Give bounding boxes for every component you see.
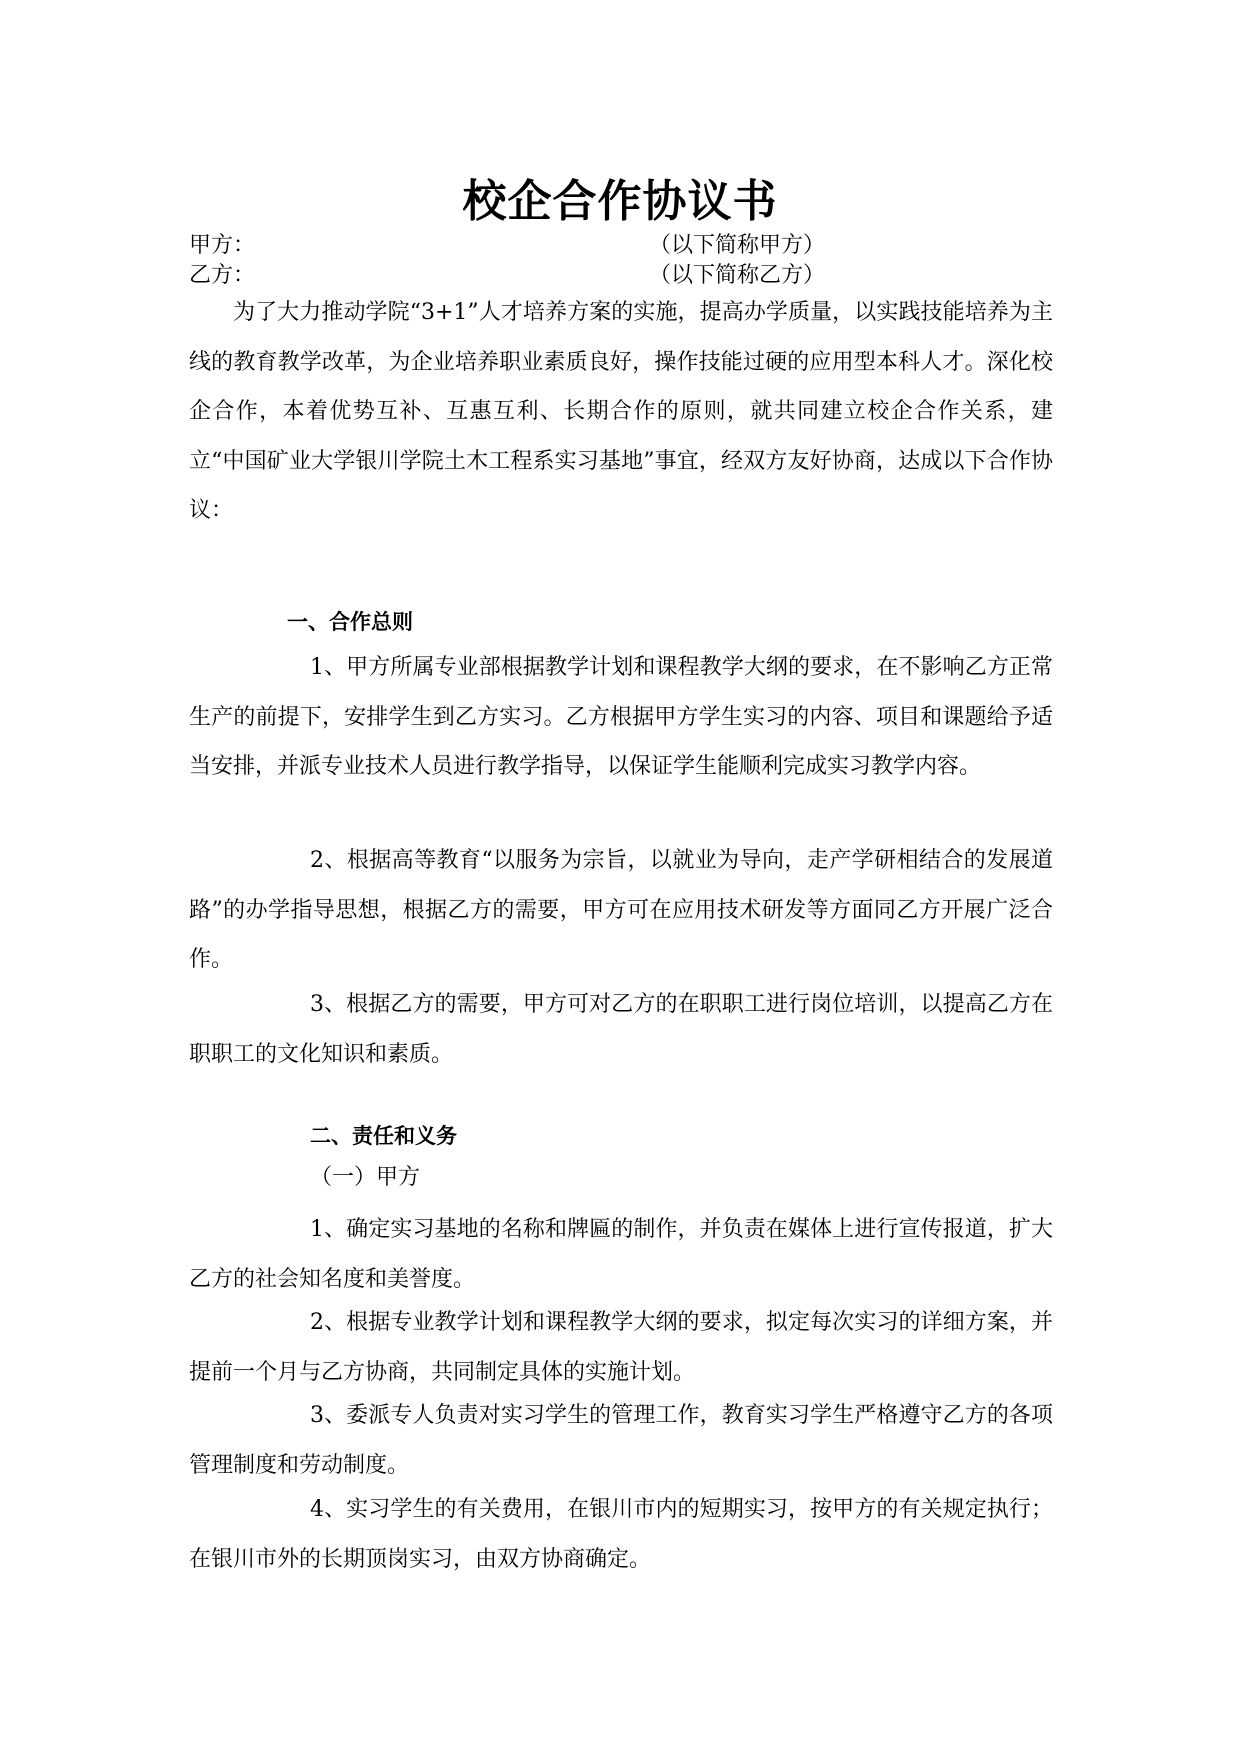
party-a-line [189,231,826,261]
section-2-item-1: 1、确定实习基地的名称和牌匾的制作，并负责在媒体上进行宣传报道，扩大乙方的社会知名度和美誉度。 [189,1217,1053,1292]
section-2-subheading: （一）甲方 [310,1165,421,1190]
section-1-heading: 一、合作总则 [287,610,413,634]
document-title: 校企合作协议书 [462,176,778,227]
section-2-heading: 二、责任和义务 [310,1124,457,1148]
section-2-item-4: 4、实习学生的有关费用，在银川市内的短期实习，按甲方的有关规定执行；在银川市外的长期顶岗实习，由双方协商确定。 [189,1497,1053,1572]
party-a-note: （以下简称甲方） [649,233,826,258]
party-a-label: 甲方： [189,233,256,258]
section-1-item-1: 1、甲方所属专业部根据教学计划和课程教学大纲的要求，在不影响乙方正常生产的前提下，安排学生到乙方实习。乙方根据甲方学生实习的内容、项目和课题给予适当安排，并派专业技术人员进行教学指导，以保证学生能顺利完成实习教学内容。 [189,655,1053,779]
section-1-item-3: 3、根据乙方的需要，甲方可对乙方的在职职工进行岗位培训，以提高乙方在职职工的文化知识和素质。 [189,992,1053,1067]
section-2-item-3: 3、委派专人负责对实习学生的管理工作，教育实习学生严格遵守乙方的各项管理制度和劳动制度。 [189,1403,1053,1478]
party-b-label: 乙方： [189,263,256,288]
section-2-item-2: 2、根据专业教学计划和课程教学大纲的要求，拟定每次实习的详细方案，并提前一个月与乙方协商，共同制定具体的实施计划。 [189,1310,1053,1385]
party-b-note: （以下简称乙方） [649,263,826,288]
section-1-item-2: 2、根据高等教育“以服务为宗旨，以就业为导向，走产学研相结合的发展道路”的办学指导思想，根据乙方的需要，甲方可在应用技术研发等方面同乙方开展广泛合作。 [189,848,1053,972]
intro-paragraph: 为了大力推动学院“3+1”人才培养方案的实施，提高办学质量，以实践技能培养为主线的教育教学改革，为企业培养职业素质良好，操作技能过硬的应用型本科人才。深化校企合作，本着优势互补、互惠互利、长期合作的原则，就共同建立校企合作关系，建立“中国矿业大学银川学院土木工程系实习基地”事宜，经双方友好协商，达成以下合作协议： [189,300,1053,523]
party-b-line [189,261,826,291]
